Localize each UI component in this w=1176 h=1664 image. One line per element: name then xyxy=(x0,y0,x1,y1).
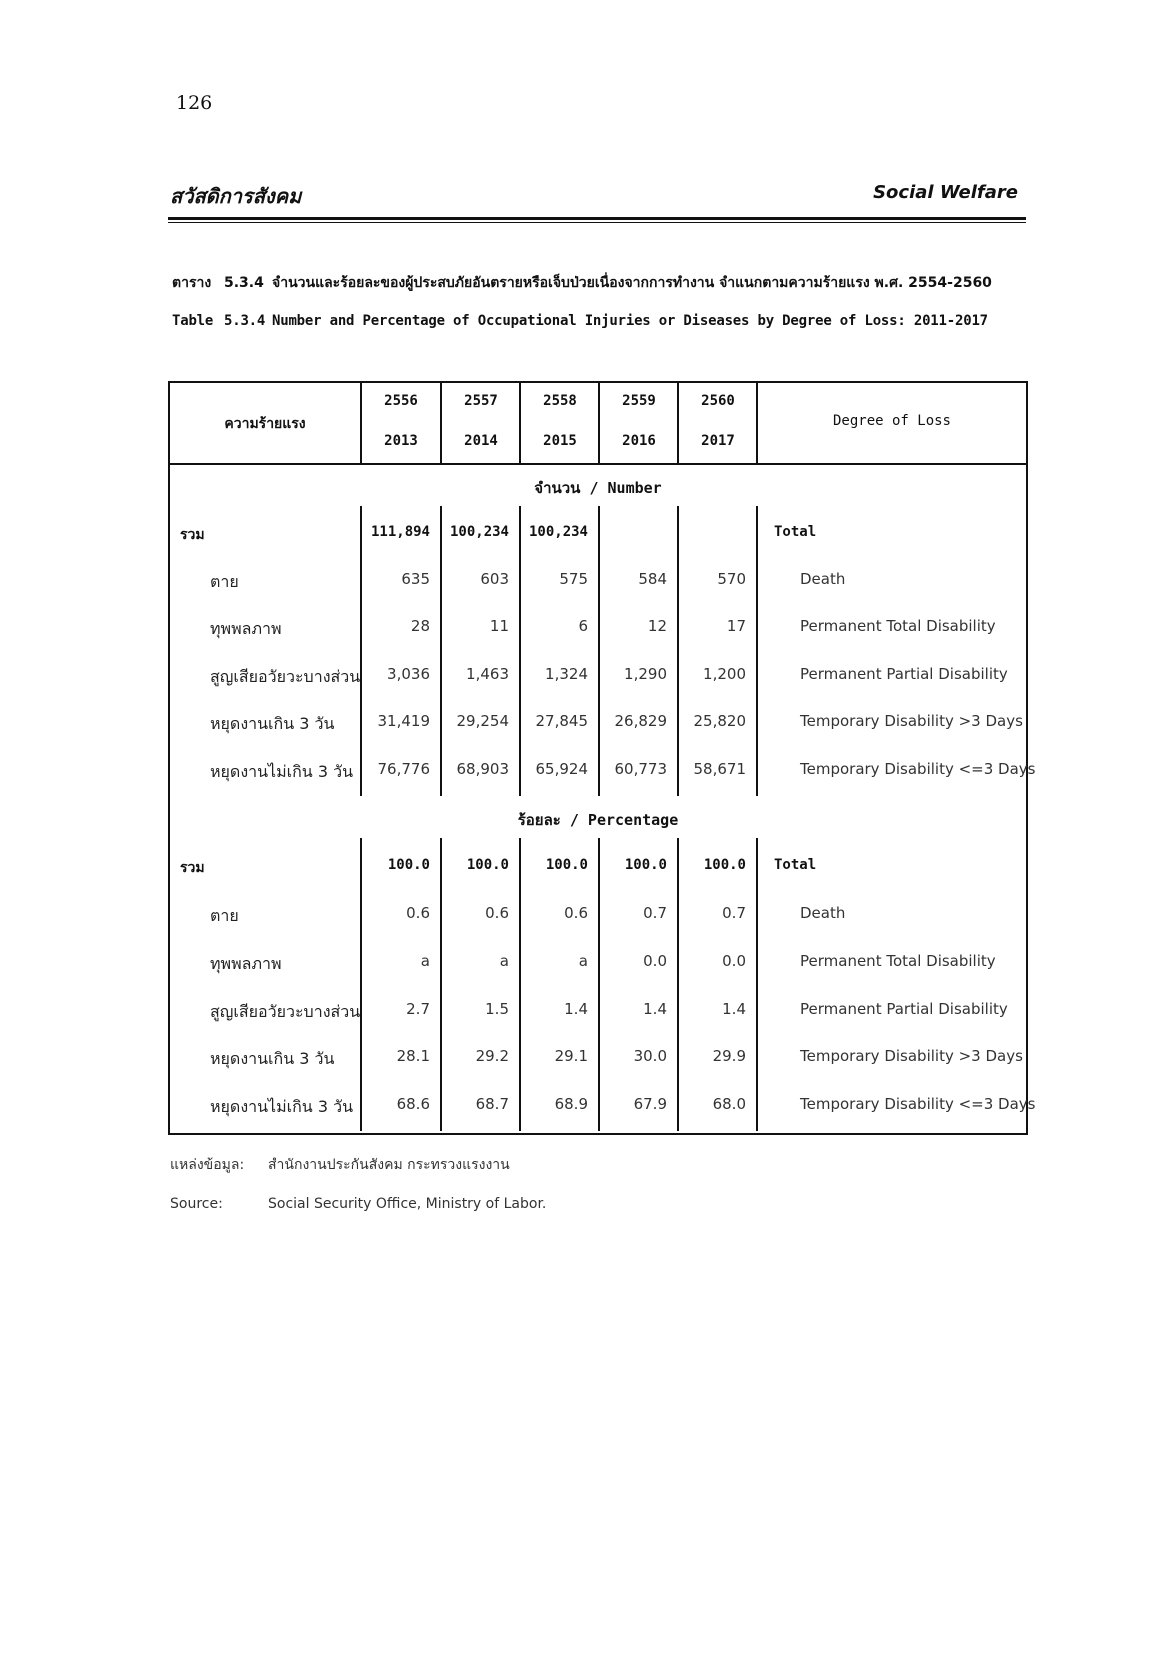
header-cell-year xyxy=(440,383,520,463)
header-cell-year xyxy=(519,383,599,463)
cell-value: 31,419 xyxy=(377,712,430,730)
row-label-en: Death xyxy=(800,570,846,588)
row-label-th: ทุพพลภาพ xyxy=(210,954,282,973)
row-label-th: รวม xyxy=(180,527,205,543)
source-note-en xyxy=(170,1196,546,1212)
page-number: 126 xyxy=(176,92,213,114)
table-label-en: Table xyxy=(172,313,214,329)
cell-value: 100.0 xyxy=(466,857,509,873)
cell-value: 11 xyxy=(489,617,509,635)
cell-value: 635 xyxy=(401,570,430,588)
cell-value: 1.4 xyxy=(643,1000,667,1018)
table-row xyxy=(170,1000,1026,1030)
cell-value: 1.4 xyxy=(564,1000,588,1018)
cell-value: 26,829 xyxy=(614,712,667,730)
cell-value: 0.7 xyxy=(643,904,667,922)
section-title-percentage-th: ร้อยละ xyxy=(517,811,561,829)
source-label-en: Source: xyxy=(170,1196,223,1212)
header-title-en: Social Welfare xyxy=(873,182,1018,203)
cell-value: 29.2 xyxy=(475,1047,509,1065)
row-label-th: รวม xyxy=(180,860,205,876)
cell-value: 27,845 xyxy=(535,712,588,730)
table-row xyxy=(170,760,1036,790)
header-cell-degree-th xyxy=(170,383,360,463)
table-number-th: 5.3.4 xyxy=(224,275,264,291)
cell-value: 68.7 xyxy=(475,1095,509,1113)
header-label-th: ความร้ายแรง xyxy=(224,416,306,432)
cell-value: 575 xyxy=(559,570,588,588)
section-title-number xyxy=(170,476,1026,500)
table-header xyxy=(170,383,1026,465)
header-cell-year xyxy=(677,383,757,463)
cell-value: 28.1 xyxy=(396,1047,430,1065)
header-year-ce: 2014 xyxy=(464,433,498,449)
cell-value: 3,036 xyxy=(387,665,430,683)
table-caption-en: Number and Percentage of Occupational Injuries or Diseases by Degree of Loss: 2011-2017 xyxy=(272,313,988,329)
cell-value: 1,463 xyxy=(466,665,509,683)
table-title-th xyxy=(172,272,992,294)
cell-value: 570 xyxy=(717,570,746,588)
table-row xyxy=(170,665,1026,695)
cell-value: 603 xyxy=(480,570,509,588)
row-label-th: หยุดงานเกิน 3 วัน xyxy=(210,1049,335,1068)
header-year-ce: 2016 xyxy=(622,433,656,449)
header-year-be: 2559 xyxy=(622,393,656,409)
header-cell-year xyxy=(598,383,678,463)
cell-value: 0.6 xyxy=(406,904,430,922)
cell-value: 68.9 xyxy=(554,1095,588,1113)
cell-value: 0.6 xyxy=(564,904,588,922)
cell-value: 1,324 xyxy=(545,665,588,683)
cell-value: 29.9 xyxy=(712,1047,746,1065)
header-year-be: 2558 xyxy=(543,393,577,409)
row-label-en: Total xyxy=(774,524,817,540)
cell-value: 76,776 xyxy=(377,760,430,778)
row-label-th: สูญเสียอวัยวะบางส่วน xyxy=(210,667,361,686)
table-number-en: 5.3.4 xyxy=(224,313,266,329)
cell-value: 68,903 xyxy=(456,760,509,778)
cell-value: 1,200 xyxy=(703,665,746,683)
cell-value: a xyxy=(499,952,509,970)
header-year-be: 2557 xyxy=(464,393,498,409)
table-row xyxy=(170,570,1026,600)
section-title-number-en: / Number xyxy=(580,479,662,497)
header-year-ce: 2017 xyxy=(701,433,735,449)
table-row-total-number xyxy=(170,524,1026,554)
row-label-th: สูญเสียอวัยวะบางส่วน xyxy=(210,1002,361,1021)
cell-value: 17 xyxy=(726,617,746,635)
data-table xyxy=(168,381,1036,1135)
cell-value: 2.7 xyxy=(406,1000,430,1018)
cell-value: 29,254 xyxy=(456,712,509,730)
header-year-be: 2560 xyxy=(701,393,735,409)
row-label-en: Temporary Disability >3 Days xyxy=(800,712,1023,730)
table-row xyxy=(170,904,1026,934)
section-title-number-th: จำนวน xyxy=(534,479,581,497)
table-title-en xyxy=(172,313,988,329)
cell-value: 100.0 xyxy=(387,857,430,873)
row-label-en: Temporary Disability <=3 Days xyxy=(800,760,1036,778)
table-row-total-percentage xyxy=(170,857,1026,887)
row-label-th: ตาย xyxy=(210,906,239,925)
cell-value: 584 xyxy=(638,570,667,588)
header-label-en: Degree of Loss xyxy=(832,413,951,429)
cell-value: 100.0 xyxy=(624,857,667,873)
cell-value: 58,671 xyxy=(693,760,746,778)
cell-value: 0.6 xyxy=(485,904,509,922)
row-label-th: หยุดงานไม่เกิน 3 วัน xyxy=(210,1097,354,1116)
cell-value: 0.0 xyxy=(722,952,746,970)
table-row xyxy=(170,617,1026,647)
row-label-en: Temporary Disability <=3 Days xyxy=(800,1095,1036,1113)
row-label-en: Death xyxy=(800,904,846,922)
row-label-en: Permanent Partial Disability xyxy=(800,1000,1008,1018)
running-header xyxy=(168,180,1026,206)
cell-value: 12 xyxy=(647,617,667,635)
cell-value: a xyxy=(420,952,430,970)
row-label-en: Permanent Partial Disability xyxy=(800,665,1008,683)
header-year-be: 2556 xyxy=(384,393,418,409)
cell-value: 100,234 xyxy=(449,524,509,540)
cell-value: 111,894 xyxy=(370,524,430,540)
header-title-th: สวัสดิการสังคม xyxy=(170,184,302,208)
cell-value: 100,234 xyxy=(528,524,588,540)
header-cell-year xyxy=(360,383,440,463)
row-label-en: Temporary Disability >3 Days xyxy=(800,1047,1023,1065)
row-label-th: ทุพพลภาพ xyxy=(210,619,282,638)
row-label-th: ตาย xyxy=(210,572,239,591)
table-row xyxy=(170,1095,1036,1125)
cell-value: 1.4 xyxy=(722,1000,746,1018)
table-label-th: ตาราง xyxy=(172,275,212,291)
cell-value: 100.0 xyxy=(545,857,588,873)
row-label-en: Permanent Total Disability xyxy=(800,952,996,970)
row-label-en: Permanent Total Disability xyxy=(800,617,996,635)
cell-value: 100.0 xyxy=(703,857,746,873)
header-year-ce: 2015 xyxy=(543,433,577,449)
header-rule-thick xyxy=(168,217,1026,220)
cell-value: 1,290 xyxy=(624,665,667,683)
source-text-en: Social Security Office, Ministry of Labor. xyxy=(268,1196,547,1212)
cell-value: 68.0 xyxy=(712,1095,746,1113)
table-row xyxy=(170,1047,1026,1077)
cell-value: 30.0 xyxy=(633,1047,667,1065)
cell-value: 65,924 xyxy=(535,760,588,778)
table-row xyxy=(170,712,1026,742)
row-label-th: หยุดงานเกิน 3 วัน xyxy=(210,714,335,733)
cell-value: 29.1 xyxy=(554,1047,588,1065)
row-label-en: Total xyxy=(774,857,817,873)
cell-value: 1.5 xyxy=(485,1000,509,1018)
header-year-ce: 2013 xyxy=(384,433,418,449)
table-caption-th: จำนวนและร้อยละของผู้ประสบภัยอันตรายหรือเจ็บป่วยเนื่องจากการทำงาน จำแนกตามความร้ายแรง พ.ศ. 2554-2560 xyxy=(272,275,992,291)
section-title-percentage xyxy=(170,808,1026,832)
cell-value: 68.6 xyxy=(396,1095,430,1113)
header-rule-thin xyxy=(168,222,1026,223)
cell-value: a xyxy=(578,952,588,970)
cell-value: 0.0 xyxy=(643,952,667,970)
cell-value: 60,773 xyxy=(614,760,667,778)
cell-value: 28 xyxy=(410,617,430,635)
cell-value: 25,820 xyxy=(693,712,746,730)
row-label-th: หยุดงานไม่เกิน 3 วัน xyxy=(210,762,354,781)
table-row xyxy=(170,952,1026,982)
cell-value: 0.7 xyxy=(722,904,746,922)
cell-value: 6 xyxy=(578,617,588,635)
source-note-th xyxy=(170,1154,510,1176)
header-cell-degree-en xyxy=(756,383,1026,463)
source-text-th: สำนักงานประกันสังคม กระทรวงแรงงาน xyxy=(268,1157,510,1173)
source-label-th: แหล่งข้อมูล: xyxy=(170,1157,245,1173)
section-title-percentage-en: / Percentage xyxy=(560,811,679,829)
cell-value: 67.9 xyxy=(633,1095,667,1113)
